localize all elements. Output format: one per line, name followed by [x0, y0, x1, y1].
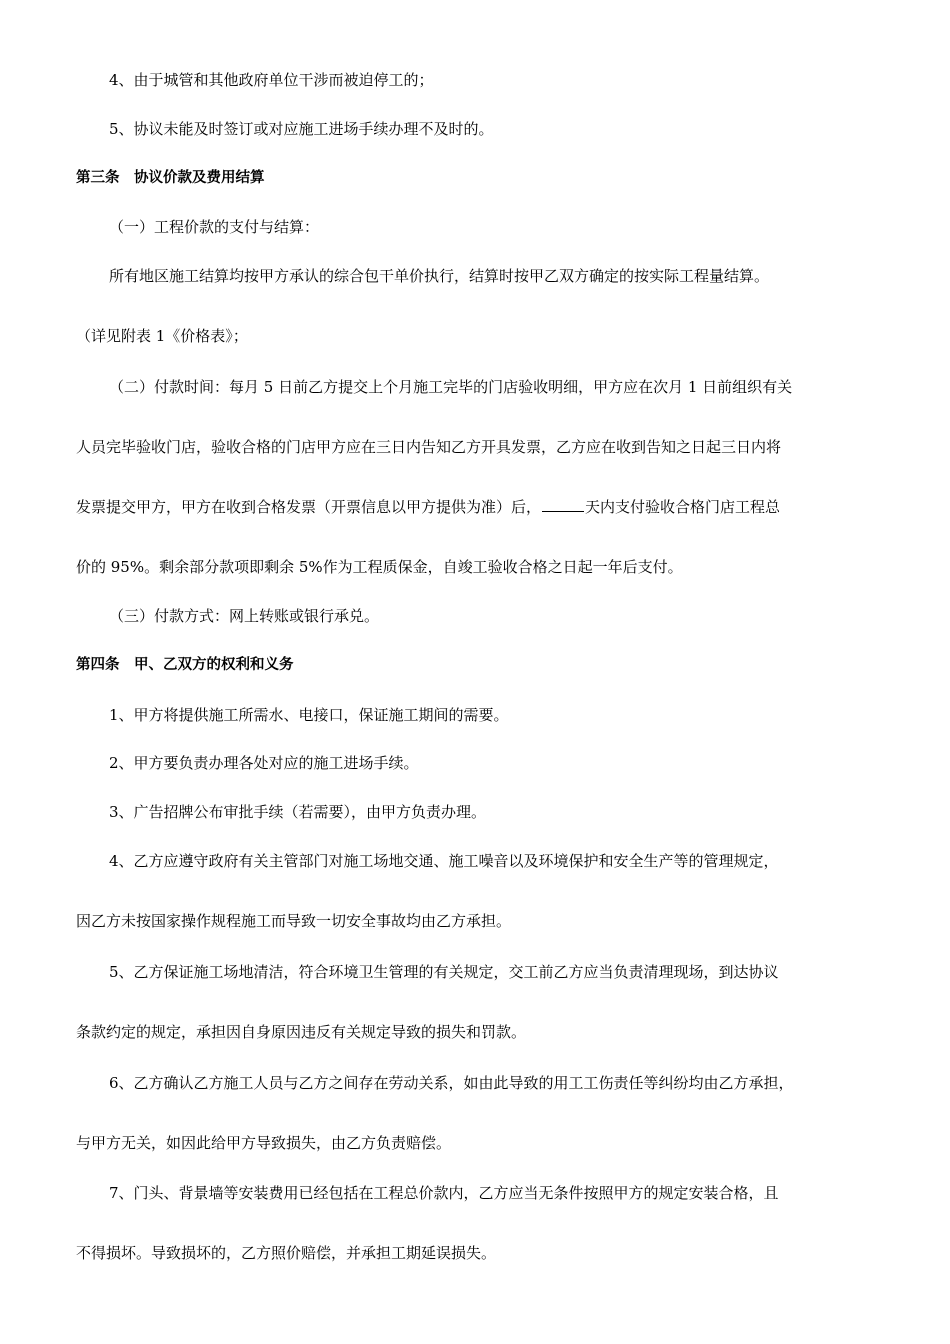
paragraph-settlement-line-1: 所有地区施工结算均按甲方承认的综合包干单价执行，结算时按甲乙双方确定的按实际工程量结算。 [109, 267, 770, 285]
section-2-line-3 [76, 497, 780, 517]
rights-item-2: 2、甲方要负责办理各处对应的施工进场手续。 [109, 754, 419, 772]
rights-item-4-line-2: 因乙方未按国家操作规程施工而导致一切安全事故均由乙方承担。 [76, 912, 512, 930]
rights-item-6-line-1: 6、乙方确认乙方施工人员与乙方之间存在劳动关系，如由此导致的用工工伤责任等纠纷均由乙方承担， [109, 1074, 794, 1092]
rights-item-1: 1、甲方将提供施工所需水、电接口，保证施工期间的需要。 [109, 706, 509, 724]
section-2-line-4: 价的 95%。剩余部分款项即剩余 5%作为工程质保金，自竣工验收合格之日起一年后支付。 [76, 558, 683, 576]
rights-item-7-line-2: 不得损坏。导致损坏的，乙方照价赔偿，并承担工期延误损失。 [76, 1244, 497, 1262]
rights-item-6-line-2: 与甲方无关，如因此给甲方导致损失，由乙方负责赔偿。 [76, 1134, 452, 1152]
paragraph-settlement-line-2: （详见附表 1《价格表》； [76, 327, 248, 345]
section-1-title: （一）工程价款的支付与结算： [109, 218, 320, 236]
article-3-heading: 第三条 协议价款及费用结算 [76, 170, 265, 186]
section-2-line-1: （二）付款时间：每月 5 日前乙方提交上个月施工完毕的门店验收明细，甲方应在次月 1 日前组织有关 [109, 378, 793, 396]
rights-item-5-line-2: 条款约定的规定，承担因自身原因违反有关规定导致的损失和罚款。 [76, 1023, 527, 1041]
rights-item-3: 3、广告招牌公布审批手续（若需要），由甲方负责办理。 [109, 803, 487, 821]
rights-item-4-line-1: 4、乙方应遵守政府有关主管部门对施工场地交通、施工噪音以及环境保护和安全生产等的管理规定， [109, 852, 779, 870]
clause-item-4: 4、由于城管和其他政府单位干涉而被迫停工的； [109, 71, 434, 89]
days-blank-field [542, 497, 584, 512]
section-2-line-3-after-blank: 天内支付验收合格门店工程总 [585, 498, 781, 516]
rights-item-5-line-1: 5、乙方保证施工场地清洁，符合环境卫生管理的有关规定，交工前乙方应当负责清理现场，到达协议 [109, 963, 779, 981]
rights-item-7-line-1: 7、门头、背景墙等安装费用已经包括在工程总价款内，乙方应当无条件按照甲方的规定安装合格，且 [109, 1184, 779, 1202]
section-2-line-3-before-blank: 发票提交甲方，甲方在收到合格发票（开票信息以甲方提供为准）后， [76, 498, 542, 516]
article-4-heading: 第四条 甲、乙双方的权利和义务 [76, 657, 294, 673]
clause-item-5: 5、协议未能及时签订或对应施工进场手续办理不及时的。 [109, 120, 494, 138]
section-3-payment-method: （三）付款方式：网上转账或银行承兑。 [109, 607, 380, 625]
section-2-line-2: 人员完毕验收门店，验收合格的门店甲方应在三日内告知乙方开具发票，乙方应在收到告知之日起三日内将 [76, 438, 782, 456]
